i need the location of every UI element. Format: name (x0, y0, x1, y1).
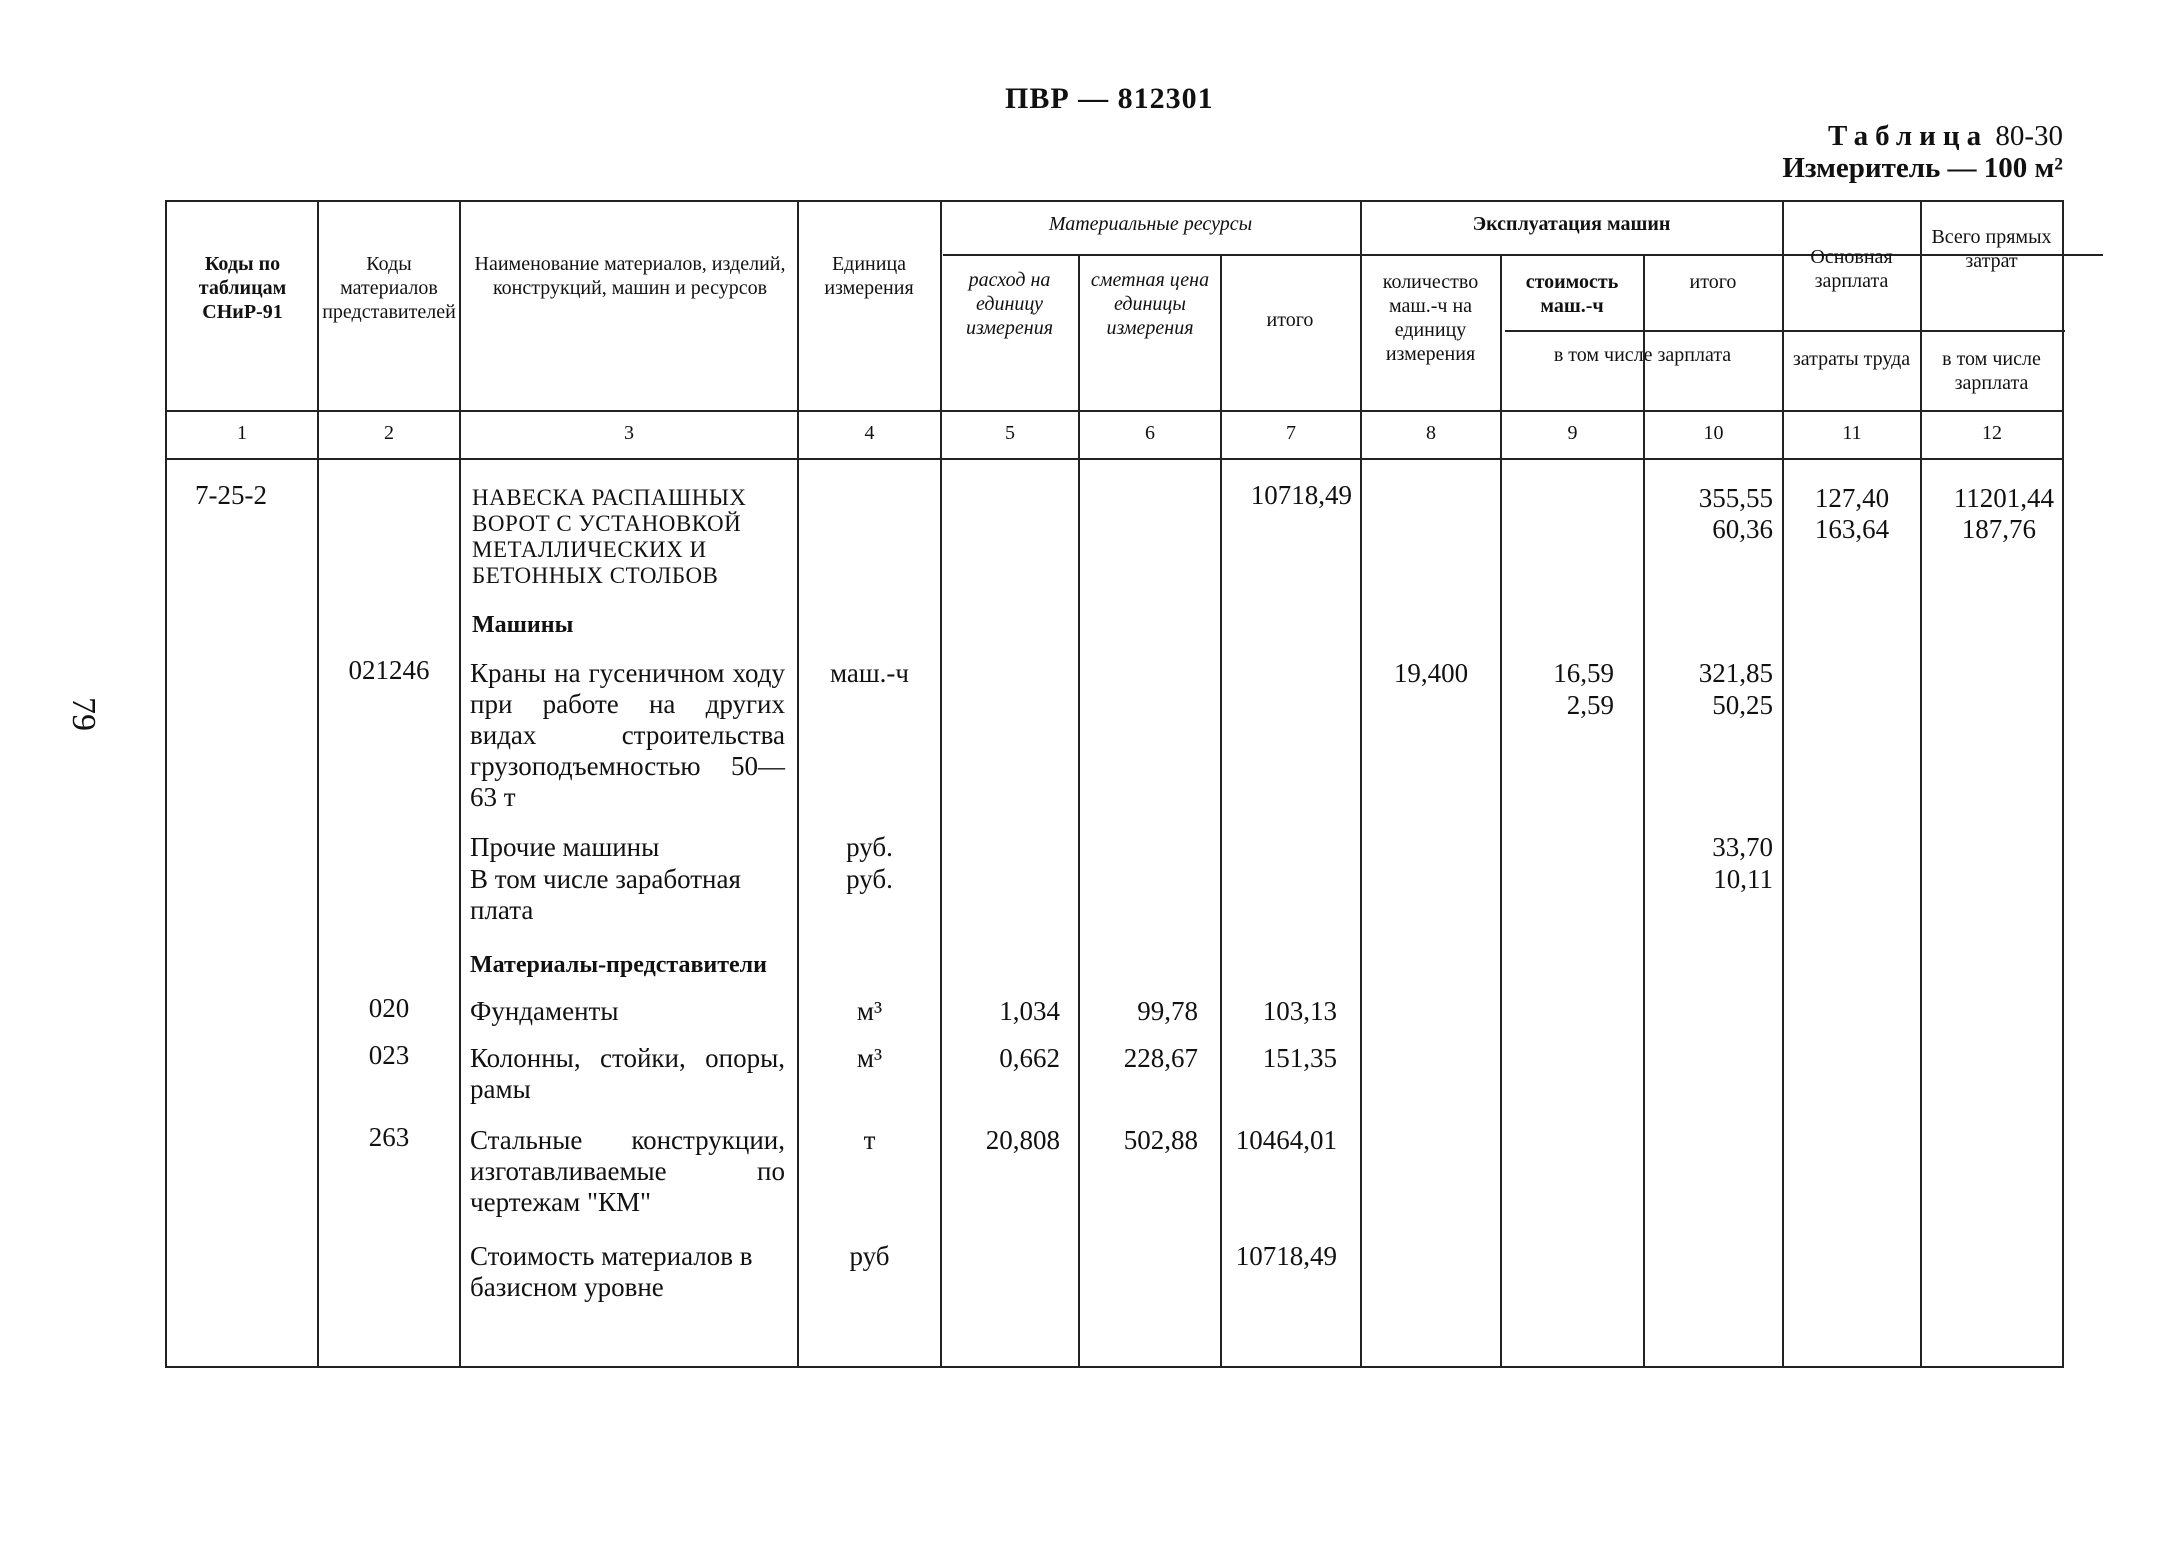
page-number: 79 (65, 697, 102, 731)
col-number: 6 (1145, 422, 1155, 444)
total-wage: 187,76 (1961, 514, 2036, 544)
other-machines-total: 33,70 (1712, 832, 1773, 862)
col-header-total-wage: в том числе зарплата (1942, 348, 2041, 394)
material-code: 023 (368, 1040, 410, 1070)
material-rate: 20,808 (985, 1125, 1060, 1155)
col-border-11 (1920, 200, 1922, 1368)
measure-unit: Измеритель — 100 м² (1782, 152, 2063, 184)
other-machines-unit: руб. (846, 832, 893, 862)
col-number: 7 (1286, 422, 1296, 444)
machine-hours: 19,400 (1393, 658, 1469, 688)
material-unit: т (863, 1125, 876, 1155)
col-header-labor: затраты труда (1792, 348, 1911, 370)
machine-name: Краны на гусеничном ходу при работе на других видах строительства грузоподъемностью 50—63 т (470, 658, 785, 812)
materials-total: 10718,49 (1250, 480, 1352, 510)
base-wage: 127,40 (1814, 483, 1890, 513)
col-border-7 (1360, 200, 1362, 1368)
machine-total-wage: 50,25 (1712, 690, 1773, 720)
col-header-base-wage: Основная зарплата (1810, 246, 1893, 292)
col-number: 3 (624, 422, 634, 444)
col-border-3 (797, 200, 799, 1368)
group-header-materials: Материальные ресурсы (1048, 213, 1253, 235)
col-number: 9 (1567, 422, 1578, 444)
materials-cost-name: Стоимость материалов в базисном уровне (470, 1241, 753, 1302)
col-header-total-direct: Всего прямых затрат (1931, 226, 2052, 272)
table-word: Таблица (1827, 120, 1989, 152)
col-header-machines-wage: в том числе зарплата (1553, 344, 1732, 366)
col-border-10 (1782, 200, 1784, 1368)
machine-code: 021246 (348, 655, 430, 685)
col-header-machines-total: итого (1689, 271, 1737, 293)
section-materials: Материалы-представители (470, 952, 767, 978)
other-machines-wage-name: В том числе заработная плата (470, 864, 741, 925)
numbers-bottom-border (167, 458, 2064, 460)
document-code: ПВР — 812301 (1005, 82, 1214, 115)
machines-wage: 60,36 (1712, 514, 1773, 544)
machine-unit: маш.-ч (830, 658, 909, 688)
material-total: 151,35 (1262, 1043, 1337, 1073)
row-title: НАВЕСКА РАСПАШНЫХ ВОРОТ С УСТАНОВКОЙ МЕТАЛЛИЧЕСКИХ И БЕТОННЫХ СТОЛБОВ (472, 485, 747, 588)
material-code: 263 (368, 1122, 410, 1152)
material-name: Колонны, стойки, опоры, рамы (470, 1043, 785, 1104)
col-header-machine-cost: стоимость маш.-ч (1525, 271, 1619, 317)
other-machines-wage-total: 10,11 (1713, 864, 1773, 894)
material-rate: 0,662 (999, 1043, 1060, 1073)
col-header-unit: Единица измерения (824, 253, 914, 299)
col-number: 1 (237, 422, 247, 444)
machine-cost-wage: 2,59 (1566, 690, 1614, 720)
col-border-12 (2062, 200, 2064, 1368)
group-header-machines: Эксплуатация машин (1472, 213, 1671, 235)
material-total: 10464,01 (1235, 1125, 1337, 1155)
col-header-name: Наименование материалов, изделий, конструкций, машин и ресурсов (474, 253, 786, 299)
row-code: 7-25-2 (195, 480, 267, 510)
material-price: 99,78 (1137, 996, 1198, 1026)
labor-subheader-divider (1785, 330, 2065, 332)
col-border-4 (940, 200, 942, 1368)
material-name: Фундаменты (470, 996, 619, 1026)
col-number: 4 (864, 422, 875, 444)
total-direct: 11201,44 (1953, 483, 2054, 513)
table-top-border (167, 200, 2064, 202)
header-bottom-border (167, 410, 2064, 412)
material-total: 103,13 (1262, 996, 1337, 1026)
material-rate: 1,034 (999, 996, 1060, 1026)
col-header-materials-total: итого (1266, 309, 1314, 331)
col-border-0 (165, 200, 167, 1368)
labor-cost: 163,64 (1814, 514, 1890, 544)
table-number-value: 80-30 (1995, 120, 2063, 152)
material-name: Стальные конструкции, изготавливаемые по чертежам "КМ" (470, 1125, 785, 1217)
material-unit: м³ (856, 996, 883, 1026)
col-header-price: сметная цена единицы измерения (1090, 269, 1210, 339)
table-bottom-border (167, 1366, 2064, 1368)
machine-total: 321,85 (1698, 658, 1773, 688)
col-number: 8 (1426, 422, 1436, 444)
col-number: 10 (1703, 422, 1724, 444)
col-number: 2 (384, 422, 394, 444)
col-number: 11 (1842, 422, 1862, 444)
section-machines: Машины (472, 612, 574, 638)
col-border-1 (317, 200, 319, 1368)
col-header-material-codes: Коды материалов представителей (322, 253, 456, 323)
other-machines-wage-unit: руб. (846, 864, 893, 894)
materials-cost-unit: руб (849, 1241, 890, 1271)
materials-cost-total: 10718,49 (1235, 1241, 1337, 1271)
col-number: 12 (1982, 422, 2002, 444)
machines-total: 355,55 (1698, 483, 1773, 513)
material-price: 228,67 (1123, 1043, 1198, 1073)
table-number (1828, 120, 2063, 153)
machine-cost: 16,59 (1553, 658, 1614, 688)
material-unit: м³ (856, 1043, 883, 1073)
col-header-rate: расход на единицу измерения (965, 269, 1054, 339)
other-machines-name: Прочие машины (470, 832, 660, 862)
col-header-codes: Коды по таблицам СНиР-91 (198, 253, 287, 323)
material-price: 502,88 (1123, 1125, 1198, 1155)
col-border-2 (459, 200, 461, 1368)
col-number: 5 (1005, 422, 1015, 444)
material-code: 020 (368, 993, 410, 1023)
col-header-machine-hours: количество маш.-ч на единицу измерения (1382, 271, 1479, 365)
